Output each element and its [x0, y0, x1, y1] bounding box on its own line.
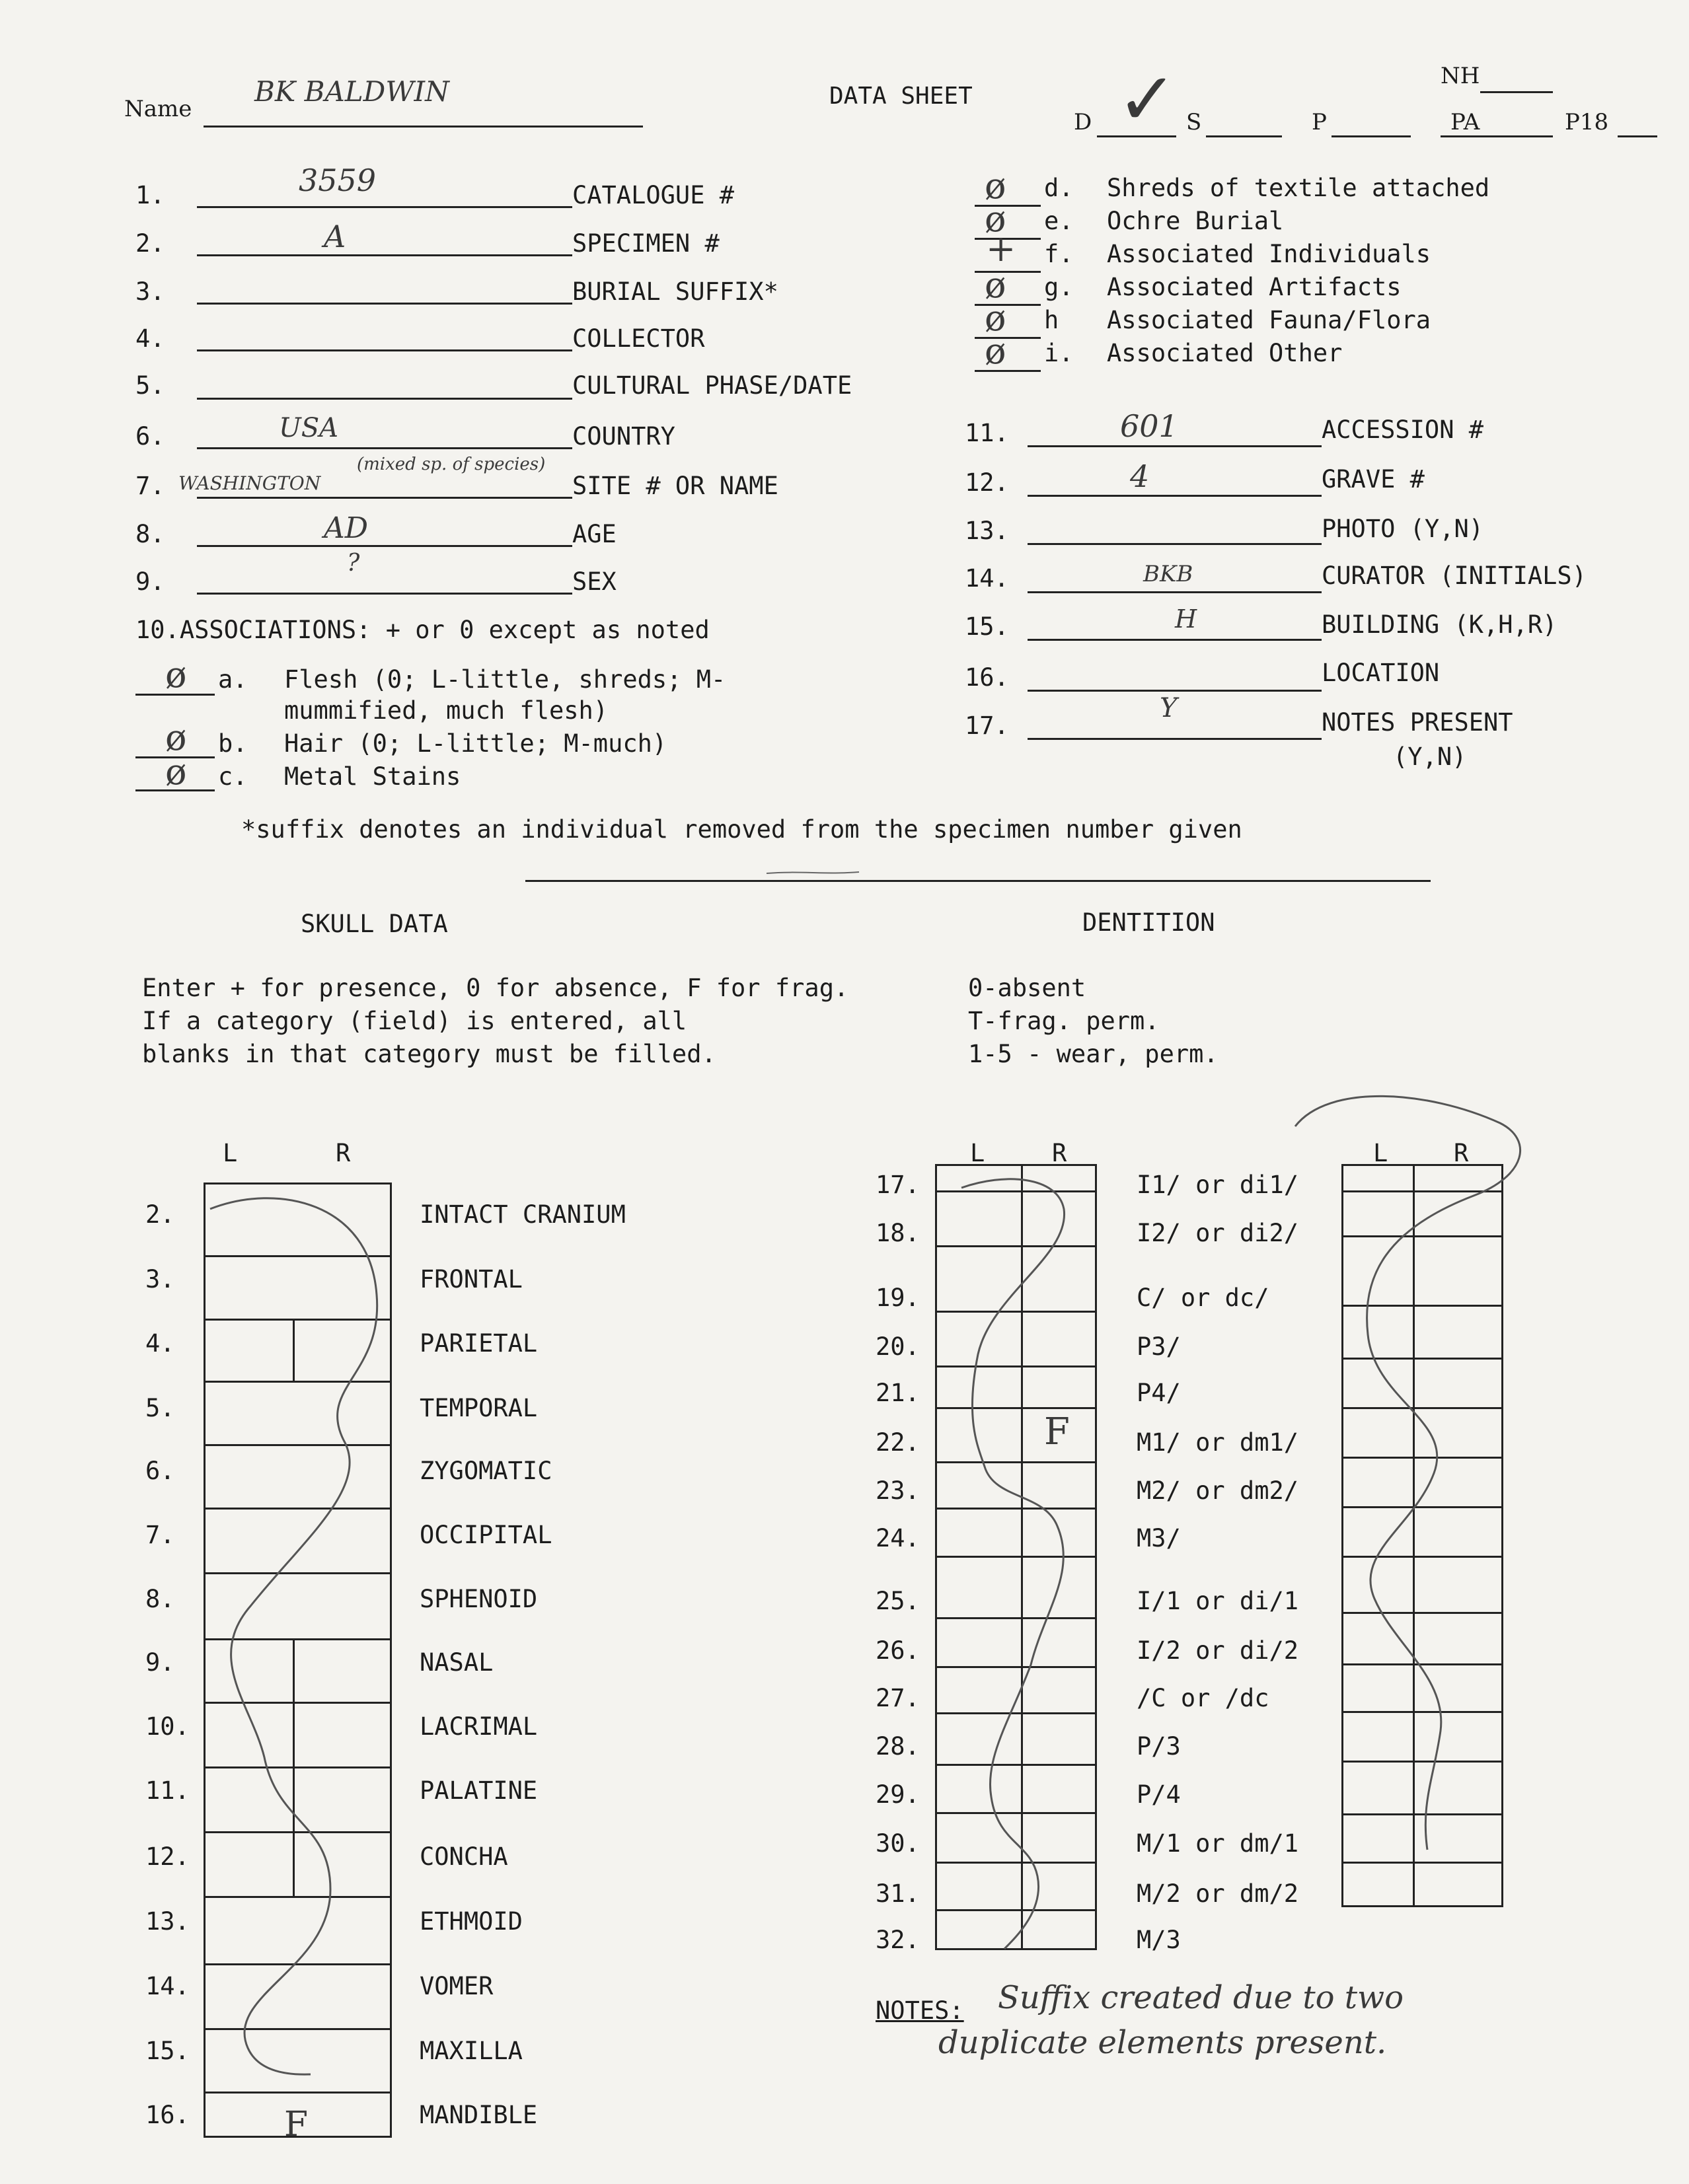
dentition-title: DENTITION [1082, 908, 1215, 937]
skull-col-r: R [336, 1139, 351, 1167]
field-label: ACCESSION # [1322, 416, 1484, 444]
skull-row-label: OCCIPITAL [420, 1521, 552, 1549]
skull-row-num: 8. [145, 1585, 175, 1613]
skull-col-rule [293, 1319, 295, 1381]
dent-row-rule [935, 1407, 1097, 1409]
assoc-text: Associated Artifacts [1107, 273, 1402, 301]
assoc-letter: d. [1044, 174, 1074, 202]
skull-row-num: 13. [145, 1907, 190, 1936]
field-num: 3. [135, 277, 165, 306]
field-line [197, 303, 572, 305]
associations-header: 10.ASSOCIATIONS: + or 0 except as noted [135, 616, 710, 644]
assoc-letter: h [1044, 306, 1059, 334]
assoc-value[interactable]: ø [985, 198, 1006, 240]
assoc-value[interactable]: ø [985, 264, 1006, 306]
assoc-value[interactable]: ø [985, 330, 1006, 372]
page-title: DATA SHEET [829, 83, 973, 110]
s-line [1206, 135, 1282, 137]
dent-row-rule [1341, 1813, 1503, 1815]
dentition-table-right [1341, 1164, 1503, 1907]
field-label: GRAVE # [1322, 465, 1425, 493]
skull-row-label: TEMPORAL [420, 1394, 538, 1422]
field-label: BURIAL SUFFIX* [572, 277, 778, 306]
sex-value[interactable]: ? [347, 550, 360, 577]
dent-row-rule [1341, 1407, 1503, 1409]
dent-row-num: 24. [876, 1524, 920, 1552]
dent-row-rule [1341, 1612, 1503, 1614]
assoc-value[interactable]: ø [985, 165, 1006, 207]
field-num: 5. [135, 371, 165, 400]
dent-row-rule [1341, 1190, 1503, 1192]
dent-row-rule [1341, 1761, 1503, 1763]
assoc-letter: g. [1044, 273, 1074, 301]
skull-row-rule [204, 1508, 392, 1510]
skull-row-num: 14. [145, 1972, 190, 2000]
assoc-value[interactable]: + [986, 228, 1016, 270]
dent-row-num: 29. [876, 1780, 920, 1809]
field-num: 16. [965, 663, 1009, 692]
assoc-value[interactable]: ø [165, 751, 187, 793]
field-label: PHOTO (Y,N) [1322, 515, 1484, 543]
skull-row-rule [204, 1444, 392, 1446]
skull-row-rule [204, 2092, 392, 2093]
skull-row-num: 2. [145, 1200, 175, 1229]
d-label: D [1074, 109, 1092, 135]
dent-row-num: 26. [876, 1636, 920, 1665]
dent-row-label: M1/ or dm1/ [1137, 1428, 1299, 1457]
dent-col-l2: L [1373, 1139, 1388, 1167]
dent-col-rule [1413, 1164, 1415, 1907]
skull-row-num: 5. [145, 1394, 175, 1422]
field-line [197, 206, 572, 208]
skull-row-rule [204, 1255, 392, 1257]
dent-row-label: I1/ or di1/ [1137, 1171, 1299, 1199]
field-num: 6. [135, 422, 165, 451]
skull-row-num: 11. [145, 1776, 190, 1805]
field-num: 12. [965, 468, 1009, 497]
dent-row-rule [935, 1556, 1097, 1558]
building-value[interactable]: H [1175, 604, 1197, 634]
field-label: CATALOGUE # [572, 181, 735, 209]
assoc-text: Associated Individuals [1107, 240, 1431, 268]
field-line [1028, 495, 1322, 497]
field-line [1028, 445, 1322, 447]
field-line [1028, 543, 1322, 545]
notes-label: NOTES: [876, 1996, 964, 2025]
dent-row-label: /C or /dc [1137, 1684, 1269, 1712]
skull-row-rule [204, 1702, 392, 1704]
dent-row-rule [935, 1245, 1097, 1247]
dent-row-num: 32. [876, 1926, 920, 1954]
skull-row-rule [204, 1896, 392, 1898]
country-value[interactable]: USA [279, 413, 338, 443]
skull-row-num: 12. [145, 1842, 190, 1871]
skull-row-label: MANDIBLE [420, 2101, 538, 2129]
field-line [1028, 690, 1322, 692]
dent-row-num: 17. [876, 1171, 920, 1199]
field-num: 1. [135, 181, 165, 209]
dent-row-label: I/1 or di/1 [1137, 1587, 1299, 1615]
dentition-legend: 1-5 - wear, perm. [968, 1040, 1219, 1068]
catalogue-value[interactable]: 3559 [299, 163, 377, 198]
skull-row-rule [204, 1766, 392, 1768]
assoc-letter: a. [218, 665, 248, 694]
dent-row-rule [935, 1365, 1097, 1367]
dent-row-rule [935, 1508, 1097, 1510]
skull-table [204, 1183, 392, 2138]
skull-row-rule [204, 1638, 392, 1640]
skull-row-num: 16. [145, 2101, 190, 2129]
dent-row-num: 27. [876, 1684, 920, 1712]
skull-row-label: CONCHA [420, 1842, 508, 1871]
dent-row-num: 21. [876, 1379, 920, 1407]
name-label: Name [124, 96, 192, 122]
field-num: 7. [135, 472, 165, 500]
dent-row-rule [935, 1190, 1097, 1192]
skull-row-rule [204, 1831, 392, 1833]
dent-row-label: P4/ [1137, 1379, 1181, 1407]
skull-row-num: 15. [145, 2037, 190, 2065]
dent-row-rule [1341, 1711, 1503, 1713]
field-line [197, 398, 572, 400]
assoc-letter: f. [1044, 240, 1074, 268]
dent-row-num: 20. [876, 1332, 920, 1361]
skull-col-l: L [223, 1139, 238, 1167]
assoc-text: Shreds of textile attached [1107, 174, 1490, 202]
field-line [197, 349, 572, 351]
site-note: (mixed sp. of species) [357, 455, 546, 474]
name-line [204, 126, 643, 127]
curator-value[interactable]: BKB [1143, 561, 1193, 587]
dent-row-num: 22. [876, 1428, 920, 1457]
field-line [197, 497, 572, 499]
field-line [197, 254, 572, 256]
dent-row-rule [935, 1712, 1097, 1714]
field-label: SITE # OR NAME [572, 472, 778, 500]
assoc-text: Hair (0; L-little; M-much) [284, 729, 667, 758]
notes-present-sub: (Y,N) [1393, 743, 1467, 771]
skull-row-label: FRONTAL [420, 1265, 523, 1293]
dentition-legend: 0-absent [968, 974, 1086, 1002]
skull-instr: blanks in that category must be filled. [142, 1040, 716, 1068]
dent-row-rule [1341, 1305, 1503, 1307]
dent-row-label: P/3 [1137, 1732, 1181, 1761]
field-line [197, 447, 572, 449]
assoc-letter: i. [1044, 339, 1074, 367]
s-label: S [1186, 109, 1202, 135]
skull-row-label: MAXILLA [420, 2037, 523, 2065]
assoc-text: Metal Stains [284, 762, 461, 791]
d-checkmark[interactable]: ✓ [1117, 57, 1178, 141]
specimen-value[interactable]: A [324, 219, 346, 254]
suffix-note: *suffix denotes an individual removed from the specimen number given [241, 815, 1242, 844]
dent-row-num: 31. [876, 1879, 920, 1908]
dent-col-r: R [1052, 1139, 1067, 1167]
dent-row-rule [1341, 1457, 1503, 1459]
field-line [197, 593, 572, 595]
dent-row-rule [1341, 1663, 1503, 1665]
name-value[interactable]: BK BALDWIN [254, 75, 449, 108]
dent-row-rule [1341, 1358, 1503, 1360]
skull-title: SKULL DATA [301, 910, 448, 938]
skull-row-label: NASAL [420, 1648, 494, 1677]
skull-row-label: VOMER [420, 1972, 494, 2000]
dent-row-label: I2/ or di2/ [1137, 1219, 1299, 1247]
dent-row-label: M2/ or dm2/ [1137, 1476, 1299, 1505]
assoc-text: Flesh (0; L-little, shreds; M- [284, 665, 726, 694]
skull-row-rule [204, 1572, 392, 1574]
field-num: 11. [965, 419, 1009, 447]
pa-line [1441, 135, 1553, 137]
field-label: COUNTRY [572, 422, 675, 451]
field-label: SPECIMEN # [572, 229, 720, 258]
dent-row-rule [1341, 1862, 1503, 1864]
skull-row-label: ETHMOID [420, 1907, 523, 1936]
skull-row-label: ZYGOMATIC [420, 1457, 552, 1485]
mandible-value[interactable]: F [284, 2105, 309, 2144]
dent-row-rule [935, 1666, 1097, 1668]
skull-row-num: 9. [145, 1648, 175, 1677]
dent-row-rule [935, 1862, 1097, 1864]
skull-row-rule [204, 1319, 392, 1321]
field-line [1028, 591, 1322, 593]
dent-row-rule [935, 1812, 1097, 1814]
pa-label: PA [1450, 109, 1480, 135]
assoc-text: mummified, much flesh) [284, 696, 609, 725]
field-num: 14. [965, 564, 1009, 593]
nh-line [1480, 91, 1553, 93]
dent-row-label: P/4 [1137, 1780, 1181, 1809]
field-num: 2. [135, 229, 165, 258]
assoc-text: Ochre Burial [1107, 207, 1284, 235]
dent-row-num: 18. [876, 1219, 920, 1247]
notes-line-2[interactable]: duplicate elements present. [938, 2024, 1387, 2061]
assoc-value[interactable]: ø [985, 297, 1006, 339]
field-label: CULTURAL PHASE/DATE [572, 371, 852, 400]
skull-col-rule [293, 1638, 295, 1896]
dent-col-l: L [970, 1139, 985, 1167]
assoc-letter: b. [218, 729, 248, 758]
field-line [1028, 738, 1322, 740]
dent-row-label: M/2 or dm/2 [1137, 1879, 1299, 1908]
skull-row-num: 4. [145, 1329, 175, 1358]
field-num: 4. [135, 324, 165, 353]
dent-row-rule [1341, 1235, 1503, 1237]
dent-row-label: M3/ [1137, 1524, 1181, 1552]
skull-row-num: 7. [145, 1521, 175, 1549]
notes-present-value[interactable]: Y [1160, 693, 1178, 723]
skull-row-label: LACRIMAL [420, 1712, 538, 1741]
field-num: 8. [135, 520, 165, 548]
field-num: 9. [135, 567, 165, 596]
age-value[interactable]: AD [324, 511, 369, 545]
dent-row-num: 28. [876, 1732, 920, 1761]
dent-row-rule [1341, 1506, 1503, 1508]
dent-row-rule [935, 1909, 1097, 1911]
dentition-legend: T-frag. perm. [968, 1007, 1160, 1035]
skull-row-label: PARIETAL [420, 1329, 538, 1358]
skull-row-rule [204, 1381, 392, 1383]
divider-line [525, 880, 1431, 882]
dent-row-rule [935, 1764, 1097, 1766]
assoc-text: Associated Other [1107, 339, 1343, 367]
p18-line [1618, 135, 1657, 137]
grave-value[interactable]: 4 [1130, 458, 1150, 494]
assoc-value[interactable]: ø [165, 654, 187, 696]
notes-line-1[interactable]: Suffix created due to two [998, 1979, 1404, 2016]
dent-row-num: 19. [876, 1284, 920, 1312]
field-num: 17. [965, 711, 1009, 740]
field-num: 15. [965, 612, 1009, 641]
skull-row-rule [204, 2028, 392, 2030]
skull-row-num: 10. [145, 1712, 190, 1741]
skull-instr: If a category (field) is entered, all [142, 1007, 687, 1035]
dent-row-label: M/1 or dm/1 [1137, 1829, 1299, 1858]
dent-col-r2: R [1454, 1139, 1469, 1167]
assoc-letter: e. [1044, 207, 1074, 235]
dent-row-label: M/3 [1137, 1926, 1181, 1954]
dent-row-rule [935, 1311, 1097, 1313]
field-label: LOCATION [1322, 659, 1440, 687]
skull-instr: Enter + for presence, 0 for absence, F for frag. [142, 974, 849, 1002]
skull-row-label: SPHENOID [420, 1585, 538, 1613]
accession-value[interactable]: 601 [1120, 408, 1178, 444]
skull-row-num: 6. [145, 1457, 175, 1485]
dent-row-num: 25. [876, 1587, 920, 1615]
field-label: AGE [572, 520, 617, 548]
assoc-text: Associated Fauna/Flora [1107, 306, 1431, 334]
field-line [1028, 639, 1322, 641]
assoc-letter: c. [218, 762, 248, 791]
p-line [1332, 135, 1411, 137]
field-line [197, 545, 572, 547]
assoc-value[interactable]: ø [165, 717, 187, 758]
field-label: SEX [572, 567, 617, 596]
m1-value[interactable]: F [1044, 1410, 1070, 1453]
dent-row-num: 23. [876, 1476, 920, 1505]
field-label: COLLECTOR [572, 324, 705, 353]
dent-row-label: I/2 or di/2 [1137, 1636, 1299, 1665]
dent-row-label: C/ or dc/ [1137, 1284, 1269, 1312]
dent-row-rule [935, 1461, 1097, 1463]
nh-label: NH [1441, 63, 1480, 89]
dent-row-rule [935, 1617, 1097, 1619]
site-value[interactable]: WASHINGTON [178, 472, 321, 494]
p-label: P [1312, 109, 1327, 135]
field-label: NOTES PRESENT [1322, 708, 1513, 737]
field-label: CURATOR (INITIALS) [1322, 562, 1587, 590]
dent-row-rule [1341, 1556, 1503, 1558]
p18-label: P18 [1565, 109, 1609, 135]
skull-row-num: 3. [145, 1265, 175, 1293]
dent-row-label: P3/ [1137, 1332, 1181, 1361]
skull-row-rule [204, 1963, 392, 1965]
dent-row-num: 30. [876, 1829, 920, 1858]
skull-row-label: INTACT CRANIUM [420, 1200, 626, 1229]
skull-row-label: PALATINE [420, 1776, 538, 1805]
field-num: 13. [965, 517, 1009, 545]
field-label: BUILDING (K,H,R) [1322, 610, 1558, 639]
